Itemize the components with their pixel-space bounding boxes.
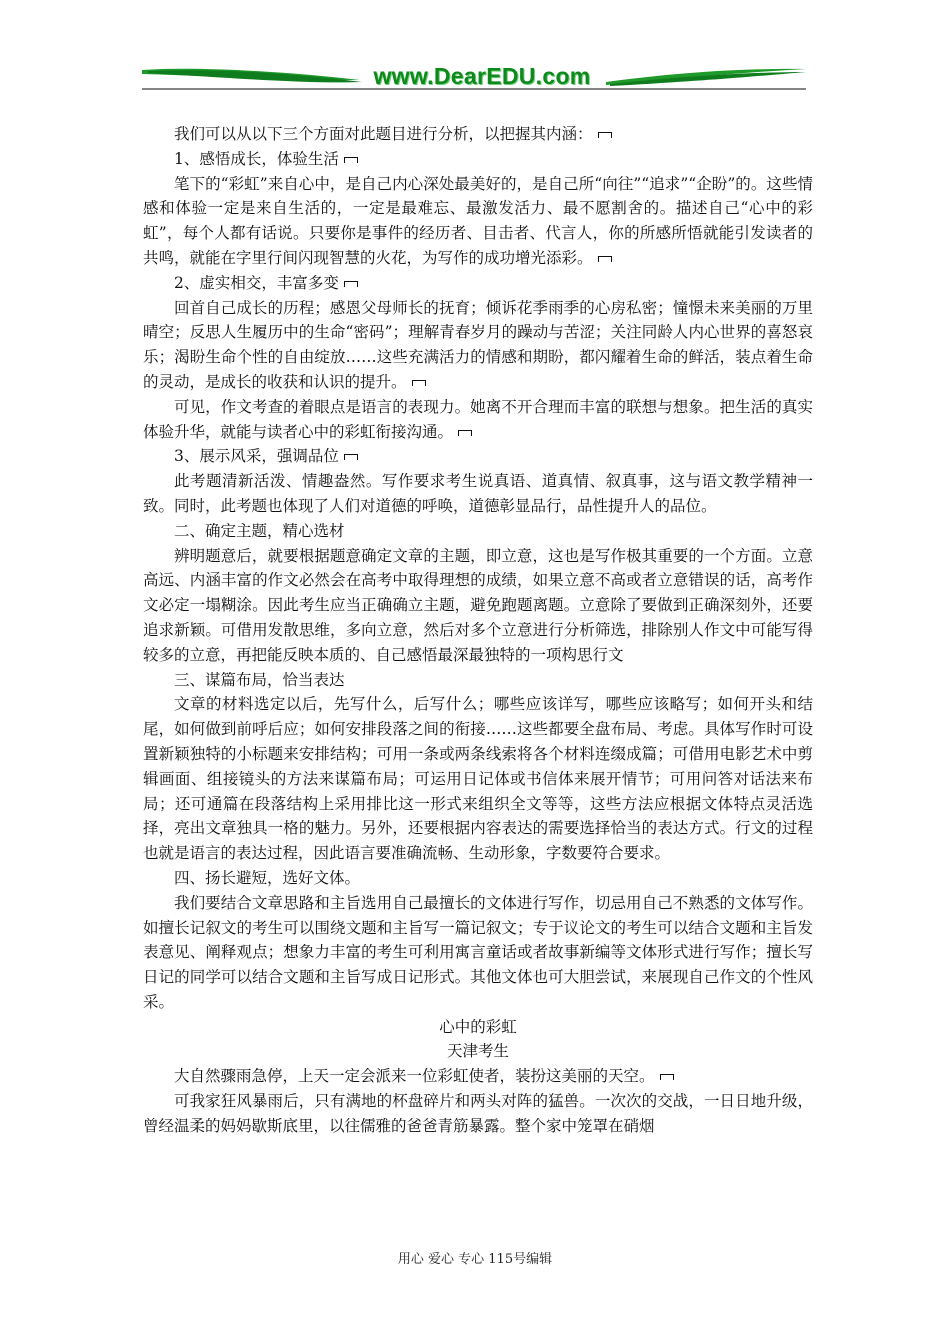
return-mark-icon xyxy=(598,256,612,262)
intro-paragraph: 我们可以从以下三个方面对此题目进行分析，以把握其内涵： xyxy=(143,122,813,147)
part-4-paragraph: 我们要结合文章思路和主旨选用自己最擅长的文体进行写作，切忌用自己不熟悉的文体写作。如擅长记叙文的考生可以围绕文题和主旨写一篇记叙文；专于议论文的考生可以结合文题和主旨发表意见、阐释观点；想象力丰富的考生可利用寓言童话或者故事新编等文体形式进行写作；擅长写日记的同学可以结合文题和主旨写成日记形式。其他文体也可大胆尝试，来展现自己作文的个性风采。 xyxy=(143,893,813,1011)
return-mark-icon xyxy=(344,157,358,163)
return-mark-icon xyxy=(344,454,358,460)
section-2-paragraph-1: 回首自己成长的历程；感恩父母师长的抚育；倾诉花季雨季的心房私密；憧憬未来美丽的万里晴空；反思人生履历中的生命“密码”；理解青春岁月的躁动与苦涩；关注同龄人内心世界的喜怒哀乐；渴盼生命个性的自由绽放……这些充满活力的情感和期盼，都闪耀着生命的鲜活，装点着生命的灵动，是成长的收获和认识的提升。 xyxy=(143,298,813,391)
site-header xyxy=(140,58,808,98)
section-2-paragraph-2: 可见，作文考查的着眼点是语言的表现力。她离不开合理而丰富的联想与想象。把生活的真实体验升华，就能与读者心中的彩虹衔接沟通。 xyxy=(143,397,813,441)
article-body xyxy=(143,122,813,1139)
part-2-paragraph: 辨明题意后，就要根据题意确定文章的主题，即立意，这也是写作极其重要的一个方面。立意高远、内涵丰富的作文必然会在高考中取得理想的成绩，如果立意不高或者立意错误的话，高考作文必定一塌糊涂。因此考生应当正确确立主题，避免跑题离题。立意除了要做到正确深刻外，还要追求新颖。可借用发散思维，多向立意，然后对多个立意进行分析筛选，排除别人作文中可能写得较多的立意，再把能反映本质的、自己感悟最深最独特的一项构思行文 xyxy=(143,546,813,664)
return-mark-icon xyxy=(344,281,358,287)
return-mark-icon xyxy=(598,132,612,138)
section-3-paragraph: 此考题清新活泼、情趣盎然。写作要求考生说真语、道真情、叙真事，这与语文教学精神一致。同时，此考题也体现了人们对道德的呼唤，道德彰显品行，品性提升人的品位。 xyxy=(143,472,813,515)
return-mark-icon xyxy=(412,380,426,386)
essay-paragraph-1: 大自然骤雨急停，上天一定会派来一位彩虹使者，装扮这美丽的天空。 xyxy=(143,1064,813,1089)
return-mark-icon xyxy=(660,1074,674,1080)
essay-title: 心中的彩虹 xyxy=(439,1017,517,1036)
return-mark-icon xyxy=(458,430,472,436)
section-1-heading: 1、感悟成长，体验生活 xyxy=(143,147,813,172)
essay-paragraph-2: 可我家狂风暴雨后，只有满地的杯盘碎片和两头对阵的猛兽。一次次的交战，一日日地升级，曾经温柔的妈妈歇斯底里，以往儒雅的爸爸青筋暴露。整个家中笼罩在硝烟 xyxy=(143,1092,813,1135)
part-4-heading: 四、扬长避短，选好文体。 xyxy=(174,868,361,887)
part-3-paragraph: 文章的材料选定以后，先写什么，后写什么；哪些应该详写，哪些应该略写；如何开头和结尾，如何做到前呼后应；如何安排段落之间的衔接……这些都要全盘布局、考虑。具体写作时可设置新颖独特的小标题来安排结构；可用一条或两条线索将各个材料连缀成篇；可借用电影艺术中剪辑画面、组接镜头的方法来谋篇布局；可运用日记体或书信体来展开情节；可用问答对话法来布局；还可通篇在段落结构上采用排比这一形式来组织全文等等，这些方法应根据文体特点灵活选择，亮出文章独具一格的魅力。另外，还要根据内容表达的需要选择恰当的表达方式。行文的过程也就是语言的表达过程，因此语言要准确流畅、生动形象，字数要符合要求。 xyxy=(143,695,813,863)
site-logo-text[interactable]: www.DearEDU.com xyxy=(373,63,591,89)
section-1-paragraph: 笔下的“彩虹”来自心中，是自己内心深处最美好的，是自己所“向往”“追求”“企盼”的。这些情感和体验一定是来自生活的，一定是最难忘、最激发活力、最不愿割舍的。描述自己“心中的彩虹”，每个人都有话说。只要你是事件的经历者、目击者、代言人，你的所感所悟就能引发读者的共鸣，就能在字里行间闪现智慧的火花，为写作的成功增光添彩。 xyxy=(143,174,813,267)
section-2-heading: 2、虚实相交，丰富多变 xyxy=(143,271,813,296)
essay-author: 天津考生 xyxy=(446,1042,509,1061)
part-2-heading: 二、确定主题，精心选材 xyxy=(174,521,345,540)
page-footer: 用心 爱心 专心 115号编辑 xyxy=(397,1252,553,1267)
part-3-heading: 三、谋篇布局，恰当表达 xyxy=(174,670,345,689)
section-3-heading: 3、展示风采，强调品位 xyxy=(143,444,813,469)
